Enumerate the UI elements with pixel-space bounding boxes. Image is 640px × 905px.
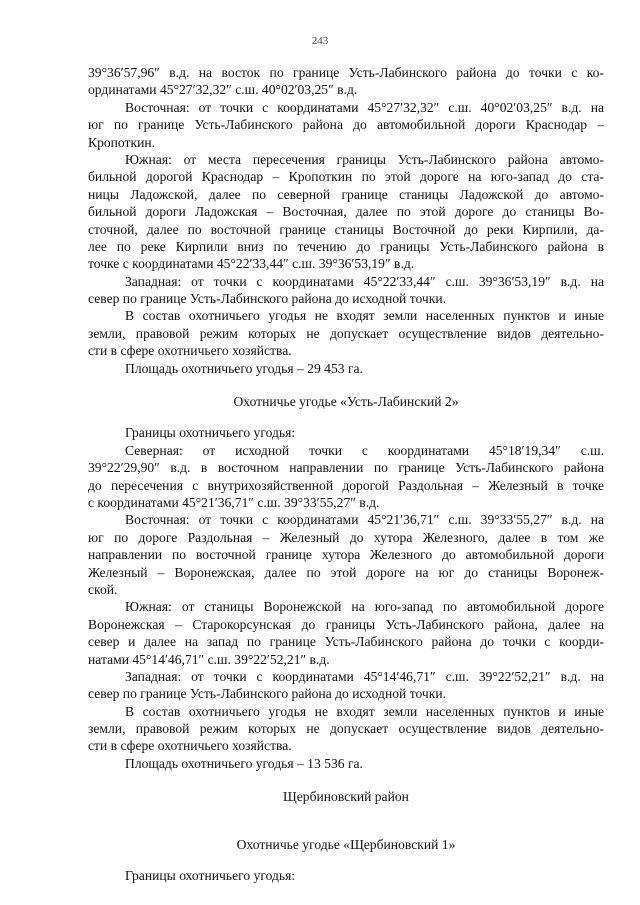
paragraph [88,360,604,377]
text-line: Северная: от исходной точки с координатами 45°18′19,34″ с.ш. [125,442,604,458]
text-line: юг по дороге Раздольная – Железный до хутора Железного, далее в том же [88,529,604,545]
text-line: ординатами 45°27′32,32″ с.ш. 40°02′03,25″ в.д. [88,82,358,98]
text-line: 39°36′57,96″ в.д. на восток по границе Усть-Лабинского района до точки с ко- [88,65,604,80]
paragraph [88,668,604,703]
text-line: Восточная: от точки с координатами 45°27′32,32″ с.ш. 40°02′03,25″ в.д. на [125,99,604,115]
paragraph [88,598,604,668]
paragraph [88,867,604,884]
text-line: юг по границе Усть-Лабинского района до автомобильной дороги Краснодар – [88,117,604,133]
paragraph [88,424,604,441]
text-line: направлении по восточной границе хутора Железного до автомобильной дороги [88,547,604,563]
text-line: лее по реке Кирпили вниз по течению до границы Усть-Лабинского района в [88,238,604,254]
paragraph [88,307,604,359]
text-line: 39°22′29,90″ в.д. в восточном направлении по границе Усть-Лабинского района [88,460,604,476]
paragraph [88,273,604,308]
text-line: Границы охотничьего угодья: [125,425,296,441]
paragraph [88,151,604,273]
text-line: В состав охотничьего угодья не входят земли населенных пунктов и иные [125,308,604,324]
text-line: север по границе Усть-Лабинского района до исходной точки. [88,291,447,307]
paragraph [88,511,604,598]
section-heading: Охотничье угодье «Усть-Лабинский 2» [233,394,459,410]
text-line: Площадь охотничьего угодья – 13 536 га. [125,755,363,771]
text-line: бильной дороги Ладожская – Восточная, далее по этой дороге до станицы Во- [88,204,604,220]
section-heading: Щербиновский район [283,789,409,805]
text-line: Воронежская – Старокорсунская до границы Усть-Лабинского района, далее на [88,616,604,632]
text-line: Западная: от точки с координатами 45°14′46,71″ с.ш. 39°22′52,21″ в.д. на [125,668,604,684]
text-line: натами 45°14′46,71″ с.ш. 39°22′52,21″ в.д. [88,651,330,667]
text-line: Восточная: от точки с координатами 45°21′36,71″ с.ш. 39°33′55,27″ в.д. на [125,512,604,528]
paragraph [88,442,604,512]
paragraph [88,703,604,755]
section-heading: Охотничье угодье «Щербиновский 1» [236,836,456,852]
text-line: Кропоткин. [88,134,156,150]
text-line: сти в сфере охотничьего хозяйства. [88,738,292,754]
document-body [88,64,604,884]
text-line: Границы охотничьего угодья: [125,868,296,884]
paragraph [88,64,604,99]
text-line: Южная: от места пересечения границы Усть-Лабинского района автомо- [125,151,604,167]
text-line: Западная: от точки с координатами 45°22′33,44″ с.ш. 39°36′53,19″ в.д. на [125,273,604,289]
text-line: север и далее на запад по границе Усть-Лабинского района до точки с коорди- [88,634,604,650]
text-line: ской. [88,581,118,597]
text-line: Южная: от станицы Воронежской на юго-запад по автомобильной дороге [125,599,604,615]
text-line: точке с координатами 45°22′33,44″ с.ш. 39°36′53,19″ в.д. [88,256,415,272]
text-line: бильной дорогой Краснодар – Кропоткин по этой дороге на юго-запад до ста- [88,169,604,185]
text-line: Железный – Воронежская, далее по этой дороге на юг до станицы Воронеж- [88,564,604,580]
paragraph [88,755,604,772]
paragraph [88,99,604,151]
text-line: земли, правовой режим которых не допускает осуществление видов деятельно- [88,325,604,341]
text-line: с координатами 45°21′36,71″ с.ш. 39°33′55,27″ в.д. [88,495,380,510]
text-line: В состав охотничьего угодья не входят земли населенных пунктов и иные [125,703,604,719]
page-number: 243 [311,35,329,47]
text-line: Площадь охотничьего угодья – 29 453 га. [125,360,363,376]
text-line: земли, правовой режим которых не допускает осуществление видов деятельно- [88,721,604,737]
text-line: до пересечения с внутрихозяйственной дорогой Раздольная – Железный в точке [88,477,604,493]
text-line: сточной, далее по восточной границе станицы Восточной до реки Кирпили, да- [88,221,604,237]
text-line: сти в сфере охотничьего хозяйства. [88,343,292,359]
text-line: ницы Ладожской, далее по северной границе станицы Ладожской до автомо- [88,186,604,202]
text-line: север по границе Усть-Лабинского района до исходной точки. [88,686,447,702]
